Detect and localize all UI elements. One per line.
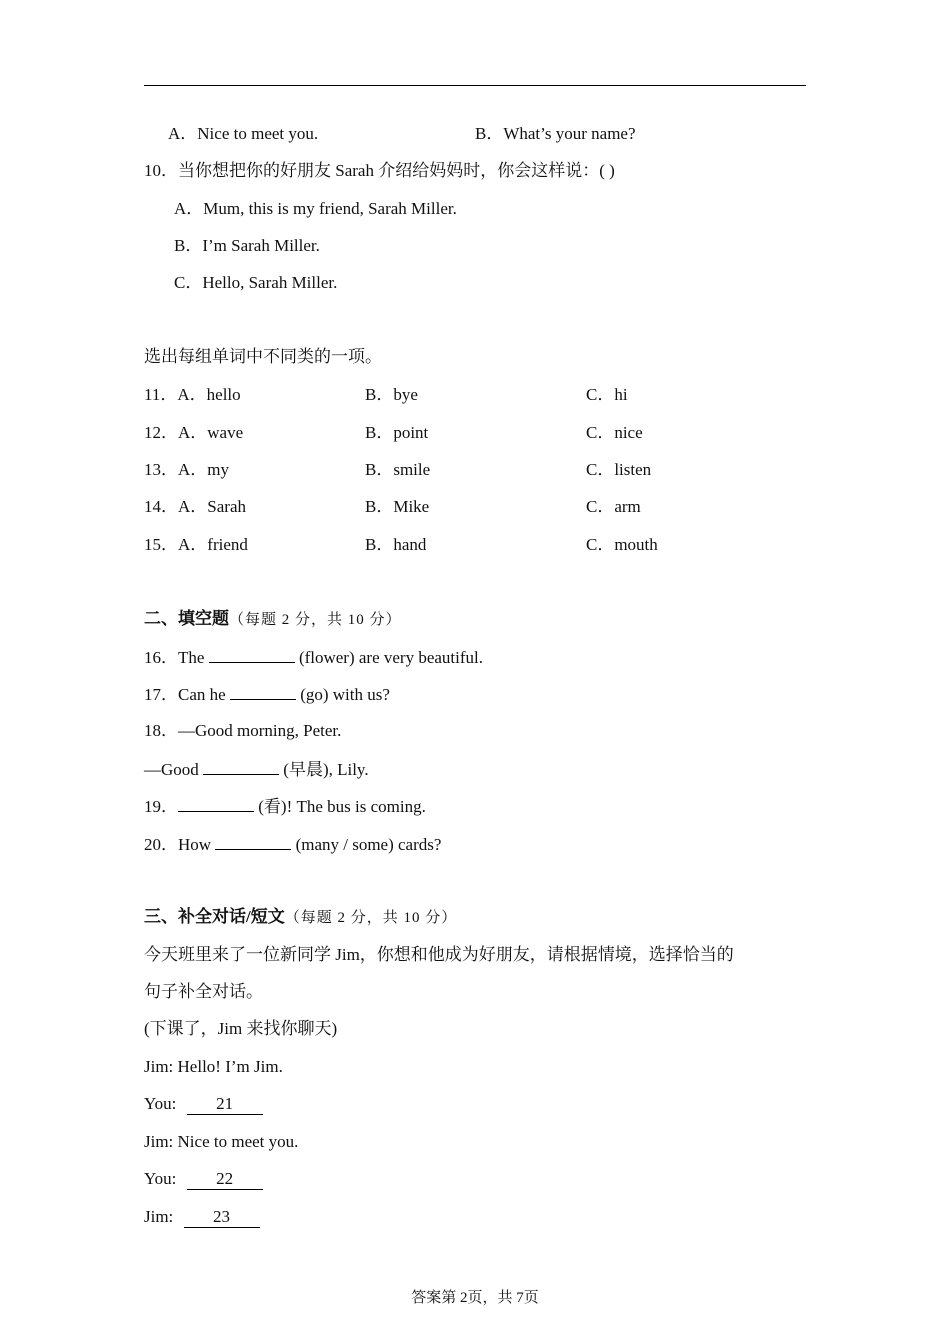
q15-option-b: B．hand — [365, 535, 427, 554]
q10-option-a: A．Mum, this is my friend, Sarah Miller. — [174, 199, 457, 218]
q16-answer-blank[interactable] — [209, 646, 295, 663]
q14-option-a: 14．A．Sarah — [144, 497, 246, 516]
q16-post: (flower) are very beautiful. — [298, 648, 484, 667]
q17-post: (go) with us? — [300, 685, 390, 704]
q14-option-b: B．Mike — [365, 497, 430, 516]
section2-title: 二、填空题 — [144, 609, 229, 628]
q15-option-a: 15．A．friend — [144, 535, 248, 554]
dialogue-line-1: Jim: Hello! I’m Jim. — [144, 1057, 283, 1076]
blank-23[interactable]: 23 — [184, 1207, 260, 1228]
q18-pre: —Good — [144, 760, 199, 779]
q17-pre: 17．Can he — [144, 685, 226, 704]
q11-option-a: 11．A．hello — [144, 385, 241, 404]
dialogue-context: (下课了，Jim 来找你聊天) — [144, 1019, 338, 1038]
q19-post: (看)! The bus is coming. — [258, 797, 426, 816]
dialogue-line-5 — [144, 1206, 260, 1228]
q20 — [144, 833, 441, 856]
q13-option-b: B．smile — [365, 460, 431, 479]
dialogue-speaker-jim: Jim: — [144, 1207, 174, 1226]
blank-21[interactable]: 21 — [187, 1094, 263, 1115]
dialogue-line-2 — [144, 1093, 263, 1115]
dialogue-speaker-you: You: — [144, 1169, 177, 1188]
q13-option-c: C．listen — [586, 460, 652, 479]
dialogue-line-4 — [144, 1168, 263, 1190]
q19-answer-blank[interactable] — [178, 795, 254, 812]
q18-post: (早晨), Lily. — [283, 760, 369, 779]
section3-heading — [144, 906, 457, 929]
q18-line2 — [144, 758, 369, 781]
section2-score: （每题 2 分，共 10 分） — [229, 612, 402, 628]
q19 — [144, 795, 426, 818]
q11-option-c: C．hi — [586, 385, 628, 404]
q20-answer-blank[interactable] — [215, 833, 291, 850]
odd-one-out-instruction: 选出每组单词中不同类的一项。 — [144, 347, 382, 366]
q16-pre: 16．The — [144, 648, 205, 667]
section3-intro-line2: 句子补全对话。 — [144, 982, 263, 1001]
q20-post: (many / some) cards? — [295, 835, 442, 854]
q11-option-b: B．bye — [365, 385, 418, 404]
section3-title: 三、补全对话/短文 — [144, 907, 285, 926]
q17-answer-blank[interactable] — [230, 683, 296, 700]
page-footer: 答案第 2页，共 7页 — [411, 1290, 539, 1306]
q9-option-b: B．What’s your name? — [475, 124, 636, 143]
q10-stem: 10．当你想把你的好朋友 Sarah 介绍给妈妈时，你会这样说：( ) — [144, 161, 615, 180]
q13-option-a: 13．A．my — [144, 460, 229, 479]
blank-22[interactable]: 22 — [187, 1169, 263, 1190]
q16 — [144, 646, 483, 669]
q18-line1: 18．—Good morning, Peter. — [144, 721, 342, 740]
q10-option-b: B．I’m Sarah Miller. — [174, 236, 320, 255]
dialogue-line-3: Jim: Nice to meet you. — [144, 1132, 299, 1151]
q17 — [144, 683, 390, 706]
dialogue-speaker-you: You: — [144, 1094, 177, 1113]
q12-option-a: 12．A．wave — [144, 423, 244, 442]
q12-option-c: C．nice — [586, 423, 643, 442]
q18-answer-blank[interactable] — [203, 758, 279, 775]
section2-heading — [144, 608, 402, 631]
section3-score: （每题 2 分，共 10 分） — [284, 910, 458, 926]
q20-pre: 20．How — [144, 835, 212, 854]
section3-intro-line1: 今天班里来了一位新同学 Jim，你想和他成为好朋友，请根据情境，选择恰当的 — [144, 945, 734, 964]
q19-pre: 19． — [144, 797, 178, 816]
q14-option-c: C．arm — [586, 497, 641, 516]
q10-option-c: C．Hello, Sarah Miller. — [174, 273, 338, 292]
q12-option-b: B．point — [365, 423, 429, 442]
q15-option-c: C．mouth — [586, 535, 658, 554]
q9-option-a: A．Nice to meet you. — [168, 124, 319, 143]
header-rule — [144, 85, 806, 86]
